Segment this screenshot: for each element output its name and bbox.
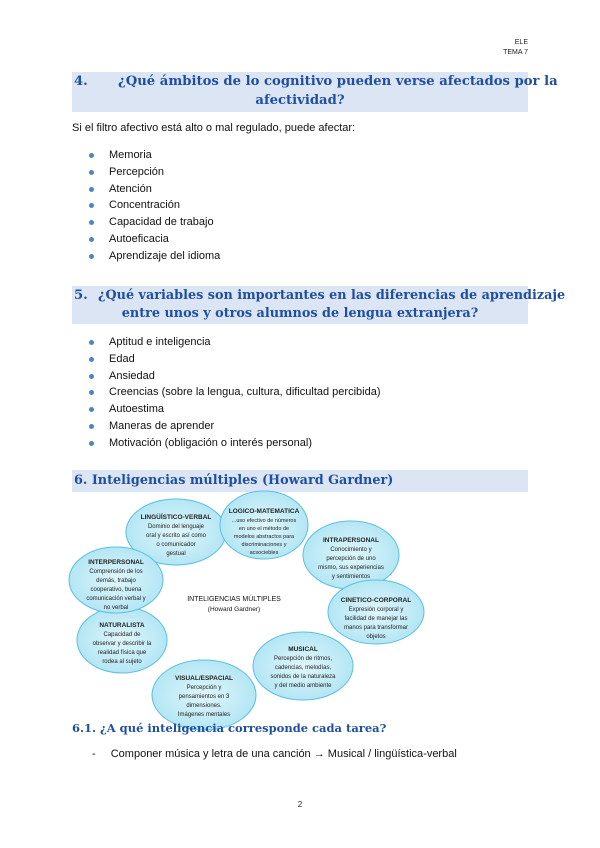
node-line: comunicación verbal y [86,596,146,602]
bubble-logico [220,491,308,559]
header-topic: TEMA 7 [503,49,528,56]
node-line: pensamientos en 3 [178,694,230,700]
node-line: modelos abstractos para [233,534,295,540]
node-line: discriminaciones y [241,542,287,548]
page-number: 2 [297,800,303,809]
list-item: Aptitud e inteligencia [86,334,380,351]
list-item: Creencias (sobre la lengua, cultura, dificultad percibida) [86,384,380,401]
dash-marker: - [92,748,96,760]
list-item: Maneras de aprender [86,418,380,435]
node-title: CINETICO-CORPORAL [340,597,412,604]
section-5-title-line2: entre unos y otros alumnos de lengua extranjera? [121,306,479,321]
node-line: ...uso efectivo de números [231,518,297,524]
section-6-title: 6. Inteligencias múltiples (Howard Gardner) [74,473,394,488]
list-item: Edad [86,351,380,368]
node-title: MUSICAL [288,646,318,653]
node-title: VISUAL/ESPACIAL [174,675,234,682]
node-line: percepción de uno [326,556,376,562]
node-line: observar y describir la [92,641,152,647]
node-line: demás, trabajo [96,578,136,584]
section-5-title-line1: ¿Qué variables son importantes en las diferencias de aprendizaje [98,288,566,303]
node-line: rodea al sujeto [102,659,142,665]
list-item: Memoria [86,147,220,164]
node-title: LOGICO-MATEMATICA [228,508,300,515]
node-line: dimensiones. [186,703,222,709]
node-line: acsociebles [249,550,279,556]
list-item: Capacidad de trabajo [86,214,220,231]
diagram-center-subtitle: (Howard Gardner) [207,606,261,613]
node-line: Dominio del lenguaje [147,524,205,530]
node-line: y del medio ambiente [274,683,332,689]
node-line: Conocimiento y [330,547,372,553]
node-line: facilidad de manejar las [344,616,408,622]
node-line: o comunicador [156,542,196,548]
node-line: cadencias, melodías, [274,665,332,671]
node-title: INTRAPERSONAL [323,537,379,544]
header-course: ELE [514,39,528,46]
node-line: objetos [366,634,386,640]
task-item [92,748,457,760]
node-line: Percepción de ritmos, [273,656,333,662]
task-text: Componer música y letra de una canción → Musical / lingüística-verbal [110,748,457,760]
list-item: Aprendizaje del idioma [86,248,220,265]
node-line: no verbal [103,605,129,611]
list-item: Autoeficacia [86,231,220,248]
list-item: Percepción [86,164,220,181]
section-4-title-line2: afectividad? [255,93,345,108]
node-line: en uno el método de [238,526,290,532]
node-title: INTERPERSONAL [88,559,144,566]
section-4-intro: Si el filtro afectivo está alto o mal regulado, puede afectar: [72,122,356,134]
node-line: Comprensión de los [89,569,143,575]
node-line: mismo, sus experiencias [318,565,384,571]
subsection-6-1-title: 6.1. ¿A qué inteligencia corresponde cada tarea? [72,721,387,735]
node-line: realidad física que [97,650,147,656]
diagram-center-title: INTELIGENCIAS MÚLTIPLES [187,596,281,603]
node-line: Imágenes mentales [177,712,231,718]
node-line: y sentimientos [331,574,371,580]
node-line: sonidos de la naturaleza [270,674,336,680]
section-4-title-line1: ¿Qué ámbitos de lo cognitivo pueden verse afectados por la [118,74,558,89]
node-line: Capacidad de [103,632,141,638]
node-line: manos para transformar [343,625,409,631]
node-title: LINGÜÍSTICO-VERBAL [140,514,212,521]
node-line: Percepción y [186,685,222,691]
list-item: Concentración [86,197,220,214]
list-item: Motivación (obligación o interés personal) [86,435,380,452]
list-item: Ansiedad [86,368,380,385]
section-5-number: 5. [74,288,88,303]
node-line: oral y escrito así como [145,533,207,539]
list-item: Atención [86,181,220,198]
section-4-number: 4. [74,74,88,89]
node-title: NATURALISTA [99,622,145,629]
node-line: cooperativo, buena [90,587,142,593]
list-item: Autoestima [86,401,380,418]
node-line: Expresión corporal y [348,607,404,613]
node-line: gestual [166,551,186,557]
